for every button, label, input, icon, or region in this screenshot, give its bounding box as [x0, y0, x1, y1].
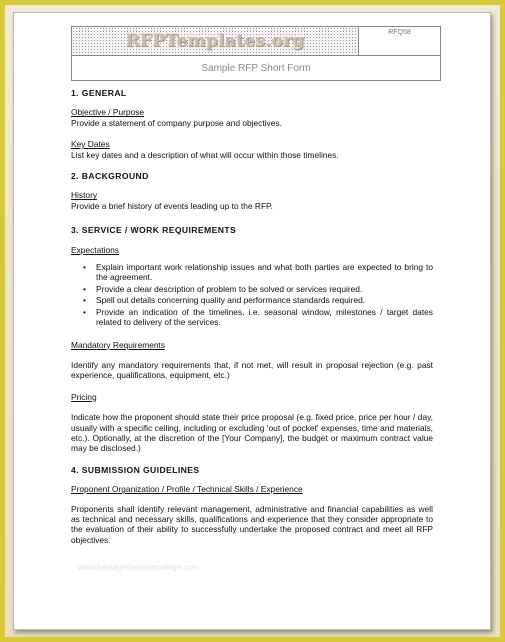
list-item: • Provide an indication of the timelines, i.e. seasonal window, milestones / target dates related to delivery of the services.	[96, 307, 433, 328]
proponent-organization-text: Proponents shall identify relevant management, administrative and financial capabilities as well as technical and necessary skills, qualifications and experience that they consider appropriate to the evaluation of their ability to successfully undertake the proposed contract and meet all RFP objectives.	[71, 503, 433, 545]
logo-cell	[72, 27, 359, 56]
list-item: • Spell out details concerning quality and performance standards required.	[96, 295, 433, 305]
key-dates-text: List key dates and a description of what will occur within those timelines.	[71, 149, 339, 160]
subheading-history: History	[71, 190, 98, 201]
section-heading-submission: 4. SUBMISSION GUIDELINES	[71, 464, 200, 475]
form-code: RFQ58	[359, 27, 440, 56]
list-item: • Explain important work relationship issues and what both parties are expected to bring to the agreement.	[96, 262, 433, 283]
list-item: • Provide a clear description of problem to be solved or services required.	[96, 284, 433, 294]
section-heading-background: 2. BACKGROUND	[71, 171, 149, 182]
subheading-expectations: Expectations	[71, 244, 119, 255]
subheading-pricing: Pricing	[71, 391, 97, 402]
document-body	[71, 88, 433, 545]
objective-text: Provide a statement of company purpose and objectives.	[71, 117, 282, 128]
subheading-key-dates: Key Dates	[71, 139, 110, 150]
section-heading-general: 1. GENERAL	[71, 88, 127, 98]
subheading-proponent-organization: Proponent Organization / Profile / Technical Skills / Experience	[71, 484, 303, 495]
subheading-mandatory: Mandatory Requirements	[71, 339, 166, 350]
pricing-text: Indicate how the proponent should state their price proposal (e.g. fixed price, price per hour / day, usually with a specific ceiling, including or excluding 'out of pocket' expenses, time and materials, etc.). Optionally, at the discretion of the [Your Company], the budget or maximum contract value may be disclosed.)	[71, 412, 433, 454]
logo-text: RFPTemplates.org	[125, 31, 305, 51]
document-header	[71, 26, 441, 81]
watermark-text: www.heritagechristiancollege.com	[78, 563, 199, 572]
subheading-objective: Objective / Purpose	[71, 107, 145, 118]
section-heading-service: 3. SERVICE / WORK REQUIREMENTS	[71, 225, 237, 236]
expectations-list	[71, 262, 433, 327]
mandatory-text: Identify any mandatory requirements that, if not met, will result in proposal rejection (e.g. past experience, qualifications, equipment, etc.)	[71, 359, 433, 381]
form-title: Sample RFP Short Form	[201, 63, 311, 74]
history-text: Provide a brief history of events leading up to the RFP.	[71, 200, 273, 211]
